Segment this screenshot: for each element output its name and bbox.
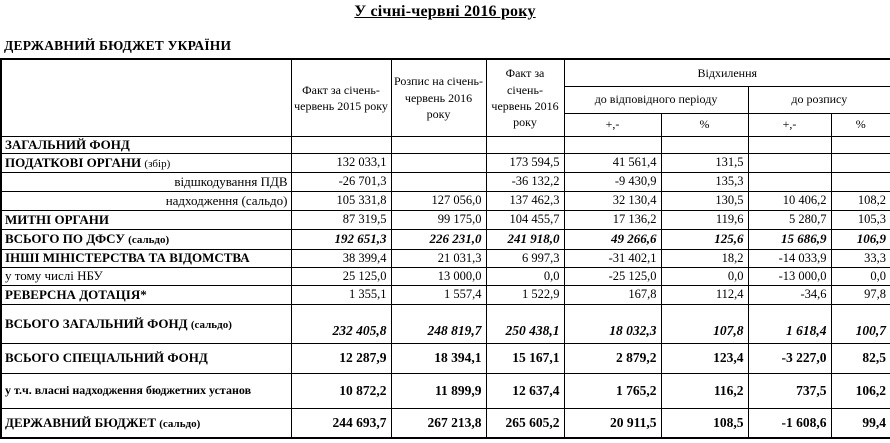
row-label-suffix: (збір) xyxy=(144,157,171,170)
page-title: У січні-червні 2016 року xyxy=(354,3,536,20)
row-label: відшкодування ПДВ xyxy=(1,172,291,191)
table-row-derzhavnyi-biudzhet xyxy=(1,408,890,438)
cell: 119,6 xyxy=(661,210,748,229)
row-label: ЗАГАЛЬНИЙ ФОНД xyxy=(1,136,291,153)
cell: -31 402,1 xyxy=(564,249,661,267)
table-row-inshi-ministerstva xyxy=(1,249,890,267)
cell xyxy=(391,153,486,172)
cell: 104 455,7 xyxy=(486,210,564,229)
cell: 105 331,8 xyxy=(291,191,391,210)
cell: 232 405,8 xyxy=(291,304,391,343)
cell: 1 355,1 xyxy=(291,285,391,304)
table-row-zagalnyi-fond xyxy=(1,136,890,153)
row-label: у тому числі НБУ xyxy=(1,267,291,285)
cell: 49 266,6 xyxy=(564,229,661,249)
cell xyxy=(486,136,564,153)
cell: 0,0 xyxy=(661,267,748,285)
cell: 18 032,3 xyxy=(564,304,661,343)
table-row-vidshkoduvannia-pdv xyxy=(1,172,890,191)
cell xyxy=(748,172,831,191)
cell: 123,4 xyxy=(661,343,748,373)
cell: 108,5 xyxy=(661,408,748,438)
table-row-mytni-organy xyxy=(1,210,890,229)
cell: -14 033,9 xyxy=(748,249,831,267)
cell: 5 280,7 xyxy=(748,210,831,229)
cell: 6 997,3 xyxy=(486,249,564,267)
cell: 125,6 xyxy=(661,229,748,249)
cell: 173 594,5 xyxy=(486,153,564,172)
cell: 82,5 xyxy=(831,343,890,373)
cell xyxy=(391,136,486,153)
cell: 265 605,2 xyxy=(486,408,564,438)
row-label: ВСЬОГО СПЕЦІАЛЬНИЙ ФОНД xyxy=(1,343,291,373)
cell: 15 167,1 xyxy=(486,343,564,373)
cell: -1 608,6 xyxy=(748,408,831,438)
cell: 167,8 xyxy=(564,285,661,304)
row-label-suffix: (сальдо) xyxy=(190,318,232,331)
row-label: РЕВЕРСНА ДОТАЦІЯ* xyxy=(1,285,291,304)
row-label: у т.ч. власні надходження бюджетних установ xyxy=(1,373,291,408)
cell: 100,7 xyxy=(831,304,890,343)
row-label: МИТНІ ОРГАНИ xyxy=(1,210,291,229)
cell: 106,9 xyxy=(831,229,890,249)
row-label-text: ВСЬОГО ЗАГАЛЬНИЙ ФОНД xyxy=(5,315,188,331)
table-row-nbu xyxy=(1,267,890,285)
row-label xyxy=(1,304,291,343)
cell: 241 918,0 xyxy=(486,229,564,249)
header-to-rozpys: до розпису xyxy=(748,86,890,113)
cell: 112,4 xyxy=(661,285,748,304)
cell: 20 911,5 xyxy=(564,408,661,438)
cell: 99 175,0 xyxy=(391,210,486,229)
cell: 130,5 xyxy=(661,191,748,210)
cell: 97,8 xyxy=(831,285,890,304)
table-row-vsogo-spetsialnyi-fond xyxy=(1,343,890,373)
cell: 135,3 xyxy=(661,172,748,191)
cell: 10 872,2 xyxy=(291,373,391,408)
cell: 1 618,4 xyxy=(748,304,831,343)
row-label-suffix: (сальдо) xyxy=(159,417,201,430)
header-plus-minus-rozpys: +,- xyxy=(748,113,831,136)
cell: -25 125,0 xyxy=(564,267,661,285)
header-fact-2015: Факт за січень-червень 2015 року xyxy=(291,59,391,136)
header-rozpys-2016: Розпис на січень-червень 2016 року xyxy=(391,59,486,136)
cell: -3 227,0 xyxy=(748,343,831,373)
cell: 1 765,2 xyxy=(564,373,661,408)
cell xyxy=(748,136,831,153)
cell: 13 000,0 xyxy=(391,267,486,285)
budget-table xyxy=(0,58,890,439)
cell: 737,5 xyxy=(748,373,831,408)
cell: 41 561,4 xyxy=(564,153,661,172)
cell: 15 686,9 xyxy=(748,229,831,249)
cell: 38 399,4 xyxy=(291,249,391,267)
cell: 107,8 xyxy=(661,304,748,343)
cell: 106,2 xyxy=(831,373,890,408)
cell: 21 031,3 xyxy=(391,249,486,267)
cell xyxy=(291,136,391,153)
table-row-vlasni-nadkhodzhennia xyxy=(1,373,890,408)
row-label xyxy=(1,229,291,249)
cell: 250 438,1 xyxy=(486,304,564,343)
row-label-text: ВСЬОГО ПО ДФСУ xyxy=(5,231,125,246)
row-label-text: ДЕРЖАВНИЙ БЮДЖЕТ xyxy=(5,414,156,430)
cell: 10 406,2 xyxy=(748,191,831,210)
cell: 87 319,5 xyxy=(291,210,391,229)
cell: -26 701,3 xyxy=(291,172,391,191)
cell: 116,2 xyxy=(661,373,748,408)
cell: 1 557,4 xyxy=(391,285,486,304)
table-row-podatkovi-organy xyxy=(1,153,890,172)
cell: 0,0 xyxy=(831,267,890,285)
row-label-text: ПОДАТКОВІ ОРГАНИ xyxy=(5,154,142,170)
table-row-reversna-dotatsiia xyxy=(1,285,890,304)
table-row-vsogo-dfsu xyxy=(1,229,890,249)
cell: 33,3 xyxy=(831,249,890,267)
table-row-vsogo-zagalnyi-fond xyxy=(1,304,890,343)
header-to-period: до відповідного періоду xyxy=(564,86,748,113)
cell: 132 033,1 xyxy=(291,153,391,172)
cell: 12 637,4 xyxy=(486,373,564,408)
cell xyxy=(831,172,890,191)
cell: 32 130,4 xyxy=(564,191,661,210)
header-empty xyxy=(1,59,291,136)
row-label xyxy=(1,408,291,438)
cell: -34,6 xyxy=(748,285,831,304)
cell xyxy=(831,153,890,172)
header-deviation: Відхилення xyxy=(564,59,890,86)
row-label xyxy=(1,153,291,172)
cell: 18,2 xyxy=(661,249,748,267)
cell xyxy=(748,153,831,172)
cell: 131,5 xyxy=(661,153,748,172)
cell: 267 213,8 xyxy=(391,408,486,438)
header-fact-2016: Факт за січень-червень 2016 року xyxy=(486,59,564,136)
row-label: ІНШІ МІНІСТЕРСТВА ТА ВІДОМСТВА xyxy=(1,249,291,267)
cell xyxy=(391,172,486,191)
cell: 192 651,3 xyxy=(291,229,391,249)
cell: 17 136,2 xyxy=(564,210,661,229)
cell: 127 056,0 xyxy=(391,191,486,210)
cell: 105,3 xyxy=(831,210,890,229)
cell: 18 394,1 xyxy=(391,343,486,373)
cell: 1 522,9 xyxy=(486,285,564,304)
header-plus-minus-period: +,- xyxy=(564,113,661,136)
cell: 25 125,0 xyxy=(291,267,391,285)
cell: 137 462,3 xyxy=(486,191,564,210)
cell: 0,0 xyxy=(486,267,564,285)
row-label-suffix: (сальдо) xyxy=(128,234,170,246)
cell: -36 132,2 xyxy=(486,172,564,191)
header-percent-period: % xyxy=(661,113,748,136)
cell: 12 287,9 xyxy=(291,343,391,373)
cell: 2 879,2 xyxy=(564,343,661,373)
cell: 226 231,0 xyxy=(391,229,486,249)
cell: -13 000,0 xyxy=(748,267,831,285)
cell xyxy=(661,136,748,153)
header-percent-rozpys: % xyxy=(831,113,890,136)
section-title: ДЕРЖАВНИЙ БЮДЖЕТ УКРАЇНИ xyxy=(4,38,232,53)
cell: 11 899,9 xyxy=(391,373,486,408)
cell xyxy=(564,136,661,153)
cell: 244 693,7 xyxy=(291,408,391,438)
row-label: надходження (сальдо) xyxy=(1,191,291,210)
cell: 248 819,7 xyxy=(391,304,486,343)
cell: -9 430,9 xyxy=(564,172,661,191)
table-row-nadkhodzhennia-saldo xyxy=(1,191,890,210)
cell: 99,4 xyxy=(831,408,890,438)
cell: 108,2 xyxy=(831,191,890,210)
cell xyxy=(831,136,890,153)
